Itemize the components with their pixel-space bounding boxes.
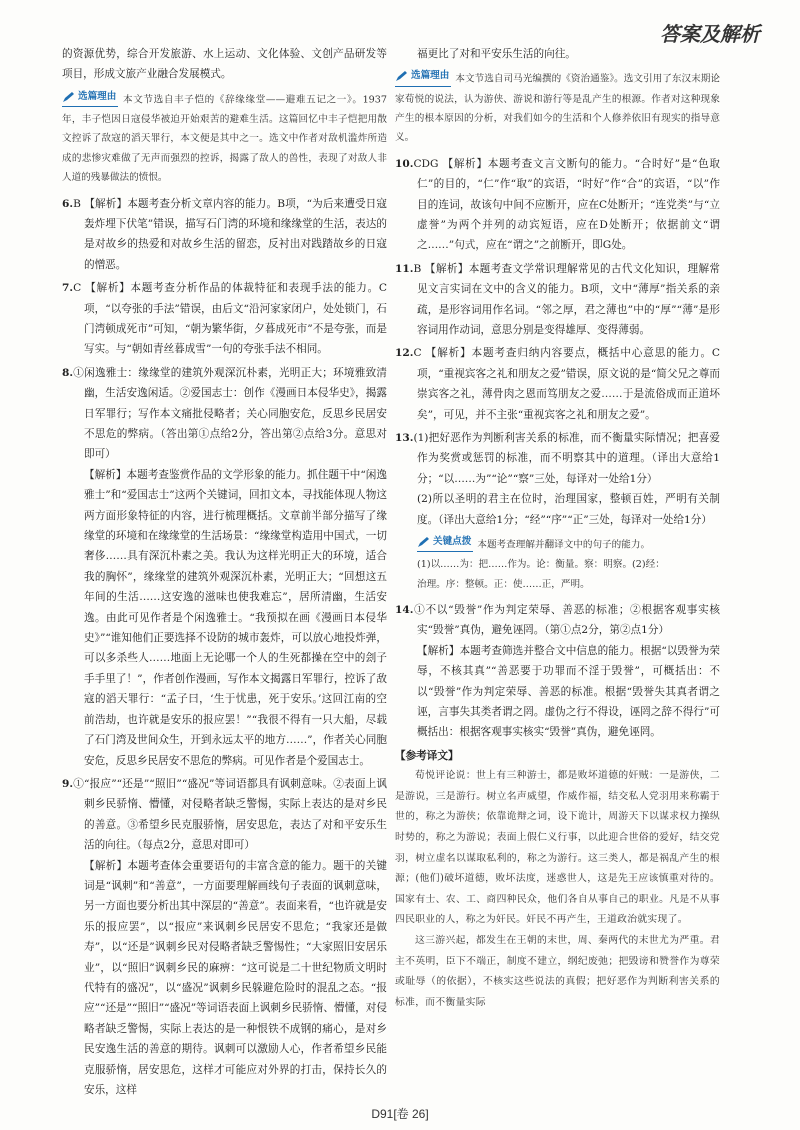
page-header: 答案及解析 bbox=[660, 22, 760, 46]
reference-translation-title: 【参考译文】 bbox=[395, 749, 459, 762]
pen-icon bbox=[395, 70, 409, 82]
note-text: 本文节选自丰子恺的《辞缘缘堂——避难五记之一》。1937年，丰子恺因日寇侵华被迫开始艰苦的避难生活。这篇回忆中丰子恺把用散文控诉了敌寇的滔天罪行，本文便是其中之一。选文中作者对敌机滥炸所造成的悲惨灾难做了无声而强烈的控诉，揭露了敌人的兽性，表现了对敌人非人道的残暴做法的愤恨。 bbox=[62, 94, 387, 184]
answer-6: 6.B 【解析】本题考查分析文章内容的能力。B项，“为后来遭受日寇轰炸埋下伏笔”错误，描写石门湾的环境和缘缘堂的生活，表达的是对故乡的热爱和对故乡生活的留恋，反衬出对践踏故乡的日寇的憎恶。 bbox=[62, 197, 387, 271]
answer-12: 12.C 【解析】本题考查归纳内容要点，概括中心意思的能力。C项，“重视宾客之礼和朋友之爱”错误，原文说的是“简父兄之尊而崇宾客之礼，薄骨肉之恩而笃朋友之爱……于是流俗成而正道坏矣”，可见，并不主张“重视宾客之礼和朋友之爱”。 bbox=[395, 347, 720, 421]
tip-line-2: 治理。序：整顿。正：使……正，严明。 bbox=[417, 578, 590, 590]
analysis-14: 【解析】本题考查筛选并整合文中信息的能力。根据“以毁誉为荣辱，不核其真”“善恶要于功罪而不淫于毁誉”，可概括出：不以“毁誉”作为判定荣辱、善恶的标准。根据“毁誉失其真者谓之诬，言事失其类者谓之罔。虚伪之行不得设，诬罔之辞不得行”可概括出：根据客观事实核实“毁誉”真伪，避免诬罔。 bbox=[417, 644, 720, 739]
note-selection-reason-2 bbox=[395, 66, 720, 147]
tip-text: 本题考查理解并翻译文中的句子的能力。 bbox=[477, 539, 651, 551]
right-column bbox=[395, 44, 720, 1013]
continuation-text: 福更比了对和平安乐生活的向往。 bbox=[417, 48, 576, 60]
page-number: D91[卷 26] bbox=[371, 1107, 429, 1121]
answer-10: 10.CDG 【解析】本题考查文言文断句的能力。“合时好”是“色取仁”的目的，“仁”作“取”的宾语，“时好”作“合”的宾语，“以”作目的连词，故该句中间不应断开，应在C处断开；“连党类”与“立虚誉”为两个并列的动宾短语，应在D处断开；依据前文“谓之……”句式，应在“谓之”之前断开，即G处。 bbox=[395, 157, 720, 252]
left-column bbox=[62, 44, 387, 1100]
answer-13-part1: 13.(1)把好恶作为判断利害关系的标准，而不衡量实际情况；把喜爱作为奖赏或惩罚的标准，而不明察其中的道理。（译出大意给1分；“以……为”“论”“察”三处，每译对一处给1分） bbox=[395, 432, 720, 485]
pen-icon bbox=[62, 91, 76, 103]
key-tip bbox=[395, 532, 720, 594]
answer-14: 14.①不以“毁誉”作为判定荣辱、善恶的标准；②根据客观事实核实“毁誉”真伪，避免诬罔。（第①点2分，第②点1分） bbox=[395, 603, 720, 637]
pen-icon bbox=[417, 536, 431, 548]
tip-title: 关键点拨 bbox=[433, 536, 472, 548]
reference-translation-p2: 这三游兴起，都发生在王朝的末世，周、秦两代的末世尤为严重。君主不英明，臣下不端正，制度不建立，纲纪废弛；把毁谤和赞誉作为尊荣或耻辱（的依据），不核实这些说法的真假；把好恶作为判断利害关系的标准，而不衡量实际 bbox=[395, 934, 720, 1008]
note-title: 选篇理由 bbox=[78, 90, 117, 102]
note-title: 选篇理由 bbox=[411, 70, 450, 82]
analysis-9: 【解析】本题考查体会重要语句的丰富含意的能力。题干的关键词是“讽刺”和“善意”，一方面要理解画线句子表面的讽刺意味，另一方面也要分析出其中深层的“善意”。表面来看，“也许就是安乐的报应罢”，以“报应”来讽刺乡民居安不思危；“我家还是做寿”，以“还是”讽刺乡民对侵略者缺乏警惕性；“大家照旧安居乐业”，以“照旧”讽刺乡民的麻痹：“这可说是二十世纪物质文明时代特有的盛况”，以“盛况”讽刺乡民躲避危险时的混乱之态。“报应”“还是”“照旧”“盛况”等词语表面上讽刺乡民骄惰、懵懂，对侵略者缺乏警惕，实际上表达的是一种恨铁不成钢的痛心，是对乡民安逸生活的善意的期待。讽刺可以激励人心，作者希望乡民能克服骄惰，居安思危，这样才可能应对外界的打击，保持长久的安乐，这样 bbox=[84, 859, 387, 1097]
answer-11: 11.B 【解析】本题考查文学常识理解常见的古代文化知识，理解常见文言实词在文中的含义的能力。B项，文中“薄厚”指关系的亲疏，是形容词用作名词。“邻之厚，君之薄也”中的“厚”“薄”是形容词用作动词，意思分别是变得雄厚、变得薄弱。 bbox=[395, 262, 720, 336]
reference-translation-p1: 荀悦评论说：世上有三种游士，都是败坏道德的奸贼：一是游侠，二是游说，三是游行。树立名声威望，作威作福，结交私人党羽用来称霸于世的，称之为游侠；依靠诡辩之词，设下诡计，周游天下以谋求权力操纵时势的，称之为游说；表面上假仁义行事，以此迎合世俗的爱好，结交党羽，树立虚名以谋取私利的，称之为游行。这三类人，都是祸乱产生的根源；(他们)破坏道德，败坏法度，迷惑世人，这是先王应该慎重对待的。国家有士、农、工、商四种民众，他们各自从事自己的职业。凡是不从事四民职业的人，称之为奸民。奸民不再产生，王道政治就实现了。 bbox=[395, 770, 720, 926]
analysis-8: 【解析】本题考查鉴赏作品的文学形象的能力。抓住题干中“闲逸雅士”和“爱国志士”这两个关键词，回扣文本，寻找能体现人物这两方面形象特征的内容，进行梳理概括。文章前半部分描写了缘缘堂的环境和在缘缘堂的生活场景：“缘缘堂构造用中国式，一切奢侈……具有深沉朴素之美。我认为这样光明正大的环境，适合我的胸怀”，缘缘堂的建筑外观深沉朴素，光明正大；“回想这五年间的生活……这安逸的滋味也使我难忘”，居所清幽，生活安逸。由此可见作者是个闲逸雅士。“我预拟在画《漫画日本侵华史》”“谁知他们正要选择不设防的城市轰炸，可以放心地投炸弹，可以多杀些人……地面上无论哪一个人的生死都操在空中的刽子手手里了！”，作者创作漫画，写作本文揭露日军罪行，控诉了敌寇的滔天罪行：“孟子曰，‘生于忧患，死于安乐。’这回江南的空前浩劫，也许就是安乐的报应罢！”“我很不得有一只大船，尽载了石门湾及世间众生，开到永远太平的地方……”，作者关心同胞安危，反思乡民居安不思危的弊病。可见作者是个爱国志士。 bbox=[84, 468, 387, 767]
answer-8: 8.①闲逸雅士：缘缘堂的建筑外观深沉朴素，光明正大；环境雅致清幽，生活安逸闲适。②爱国志士：创作《漫画日本侵华史》，揭露日军罪行；写作本文痛批侵略者；关心同胞安危，反思乡民居安不思危的弊病。（答出第①点给2分，答出第②点给3分。意思对即可） bbox=[62, 366, 387, 461]
answer-9: 9.①“报应”“还是”“照旧”“盛况”等词语都具有讽刺意味。②表面上讽刺乡民骄惰、懵懂，对侵略者缺乏警惕，实际上表达的是对乡民的善意。③希望乡民克服骄惰，居安思危，表达了对和平安乐生活的向往。（每点2分，意思对即可） bbox=[62, 777, 387, 852]
answer-13-part2: (2)所以圣明的君主在位时，治理国家，整顿百姓，严明有关制度。（译出大意给1分；“经”“序”“正”三处，每译对一处给1分） bbox=[417, 493, 720, 526]
tip-line-1: (1)以……为：把……作为。论：衡量。察：明察。(2)经： bbox=[417, 559, 665, 571]
answer-7: 7.C 【解析】本题考查分析作品的体裁特征和表现手法的能力。C项，“以夸张的手法”错误，由后文“沿河家家闭户，处处锁门，石门湾顿成死市”可知，“朝为繁华街，夕暮成死市”不是夸张，而是写实。与“朝如青丝暮成雪”一句的夸张手法不相同。 bbox=[62, 282, 387, 356]
intro-text: 的资源优势，综合开发旅游、水上运动、文化体验、文创产品研发等项目，形成文旅产业融合发展模式。 bbox=[62, 48, 387, 81]
note-text: 本文节选自司马光编撰的《资治通鉴》。选文引用了东汉末期论家荀悦的说法，认为游侠、游说和游行等是乱产生的根源。作者对这种现象产生的根本原因的分析，对我们如今的生活和个人修养依旧有现实的指导意义。 bbox=[395, 74, 720, 144]
note-selection-reason-1 bbox=[62, 87, 387, 188]
